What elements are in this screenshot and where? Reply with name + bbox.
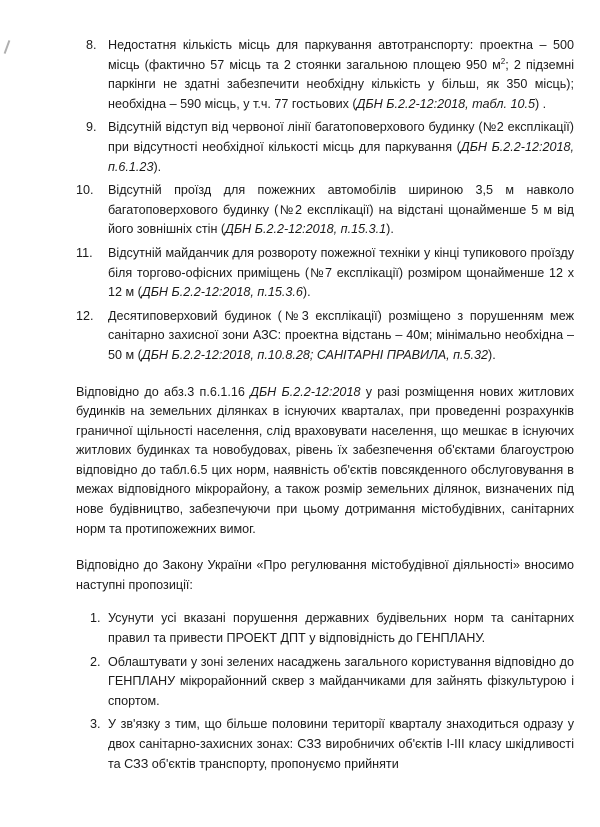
- margin-pen-mark: [4, 40, 11, 54]
- item-number: 12.: [76, 308, 94, 323]
- paragraph-text: Відповідно до абз.3 п.6.1.16: [76, 384, 251, 399]
- item-text: Відсутній відступ від червоної лінії багатоповерхового будинку (№2 експлікації) при відсутності необхідної кількості місць для паркування (: [108, 120, 574, 154]
- paragraph-proposals-intro: Відповідно до Закону України «Про регулювання містобудівної діяльності» вносимо наступні пропозиції:: [76, 558, 574, 592]
- item-number: 8.: [86, 38, 97, 52]
- item-text: Облаштувати у зоні зелених насаджень загального користування відповідно до ГЕНПЛАНУ мікрорайонний сквер з майданчиками для зайнять фізкультурою і спортом.: [108, 654, 574, 708]
- norm-reference: ДБН Б.2.2-12:2018, п.15.3.6: [141, 285, 303, 300]
- item-text-end: ) .: [534, 96, 547, 111]
- item-number: 3.: [90, 717, 101, 732]
- list-item: [76, 36, 574, 114]
- item-text-end: ).: [386, 222, 394, 237]
- item-number: 1.: [90, 611, 101, 626]
- norm-reference: ДБН Б.2.2-12:2018, табл. 10.5: [356, 96, 535, 111]
- violations-list: [76, 36, 574, 366]
- norm-reference: ДБН Б.2.2-12:2018: [250, 384, 361, 399]
- item-text: Відсутній майданчик для розвороту пожежної техніки у кінці тупикового проїзду біля торгово-офісних приміщень (№7 експлікації) розміром щонайменше 12 х 12 м (: [108, 245, 574, 300]
- item-text: Десятиповерховий будинок (№3 експлікації) розміщено з порушенням меж санітарно захисної зони АЗС: проектна відстань – 40м; мінімально необхідна – 50 м (: [108, 308, 574, 362]
- norm-reference: ДБН Б.2.2-12:2018, п.10.8.28; САНІТАРНІ ПРАВИЛА, п.5.32: [141, 347, 489, 362]
- list-item: [76, 609, 574, 648]
- paragraph-text-cont: у разі розміщення нових житлових будинків на земельних ділянках в існуючих кварталах, при проведенні розрахунків граничної щільності населення, слід враховувати населення, що мешкає в існуючих житлових будинках та новобудовах, рівень їх забезпечення об'єктами благоустрою відповідно до табл.6.5 цих норм, наявність об'єктів повсякденного обслуговування в межах відповідного мікрорайону, а також розмір земельних ділянок, визначених під нове будівництво, забезпечуючи при цьому дотримання містобудівних, санітарних норм та протипожежних вимог.: [76, 384, 574, 536]
- item-number: 10.: [76, 183, 94, 198]
- item-text-end: ).: [488, 347, 496, 362]
- item-text-end: ).: [302, 285, 311, 300]
- list-item: [76, 307, 574, 366]
- norm-reference: ДБН Б.2.2-12:2018, п.15.3.1: [225, 222, 387, 237]
- list-item: [76, 653, 574, 712]
- item-number: 2.: [90, 654, 101, 669]
- paragraph-density: [76, 383, 574, 540]
- item-text: Усунути усі вказані порушення державних будівельних норм та санітарних правил та привести ПРОЕКТ ДПТ у відповідність до ГЕНПЛАНУ.: [108, 611, 574, 646]
- item-text: Відсутній проїзд для пожежних автомобілів шириною 3,5 м навколо багатоповерхового будинку (№2 експлікації) на відстані щонайменше 5 м від його зовнішніх стін (: [108, 183, 574, 237]
- superscript: 2: [500, 56, 506, 66]
- item-text-end: ).: [153, 159, 162, 174]
- list-item: [76, 118, 574, 177]
- document-body: [76, 36, 574, 778]
- proposals-list: [76, 609, 574, 774]
- list-item: [76, 715, 574, 774]
- list-item: [76, 181, 574, 240]
- item-text: Недостатня кількість місць для паркування автотранспорту: проектна – 500 місць (фактично 57 місць та 2 стоянки загальною площею 950 м: [108, 38, 574, 72]
- item-number: 11.: [76, 245, 93, 260]
- item-text: У зв'язку з тим, що більше половини території кварталу знаходиться одразу у двох санітарно-захисних зонах: СЗЗ виробничих об'єктів І-ІІІ класу шкідливості та СЗЗ об'єктів транспорту, пропонуємо прийняти: [108, 717, 574, 771]
- item-text-cont: ; 2 підземні паркінги не здатні забезпечити необхідну кількість у більш, як 350 місць); необхідна – 590 місць, у т.ч. 77 гостьових (: [108, 57, 574, 111]
- norm-reference: ДБН Б.2.2-12:2018, п.6.1.23: [108, 139, 575, 174]
- list-item: [76, 244, 574, 303]
- item-number: 9.: [86, 120, 97, 135]
